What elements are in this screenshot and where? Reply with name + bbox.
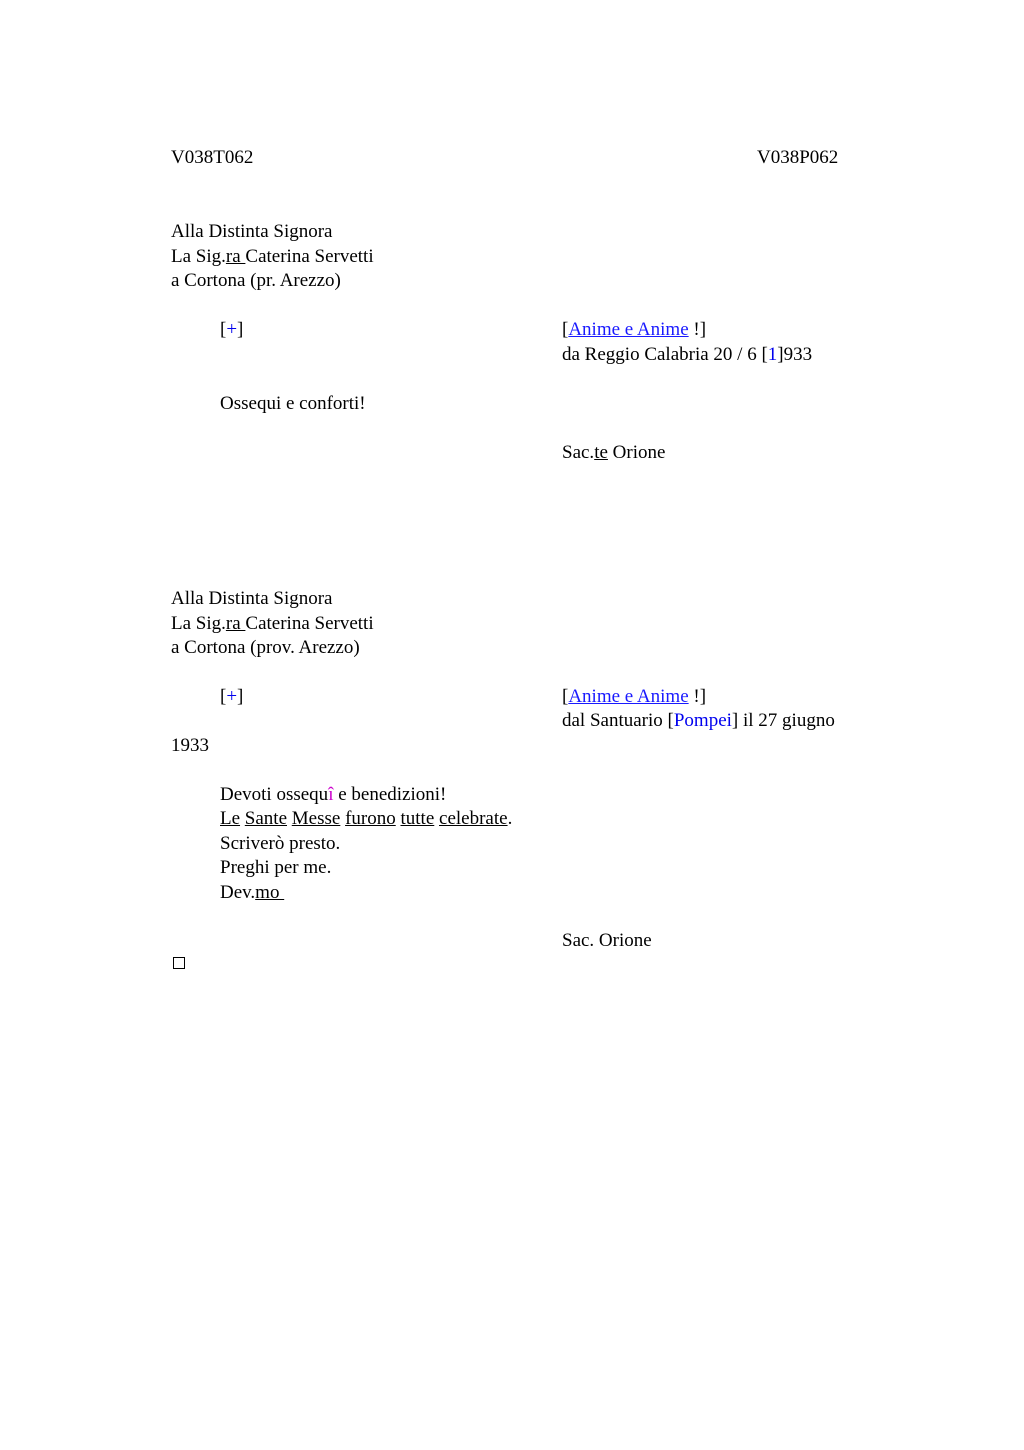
letter2-signature: Sac. Orione xyxy=(562,930,652,951)
letter2-address-line2: La Sig.ra Caterina Servetti xyxy=(171,613,374,634)
document-code-right: V038P062 xyxy=(757,147,839,168)
letter1-greeting: Ossequi e conforti! xyxy=(220,393,366,414)
letter1-place-date: da Reggio Calabria 20 / 6 [1]933 xyxy=(562,344,813,365)
letter2-motto-link[interactable]: Anime e Anime xyxy=(568,686,689,707)
letter1-motto: [Anime e Anime !] xyxy=(562,319,707,340)
letter2-address-line1: Alla Distinta Signora xyxy=(171,588,333,609)
letter2-body-line5: Dev.mo xyxy=(220,882,285,903)
end-marker-square-icon xyxy=(173,957,185,969)
document-code-left: V038T062 xyxy=(171,147,254,168)
letter1-address-line1: Alla Distinta Signora xyxy=(171,221,333,242)
letter1-address-line2: La Sig.ra Caterina Servetti xyxy=(171,246,374,267)
letter1-motto-link[interactable]: Anime e Anime xyxy=(568,319,689,340)
letter2-body-line1: Devoti ossequî e benedizioni! xyxy=(220,784,447,805)
letter2-address-line3: a Cortona (prov. Arezzo) xyxy=(171,637,360,658)
letter1-address-line3: a Cortona (pr. Arezzo) xyxy=(171,270,341,291)
letter2-year: 1933 xyxy=(171,735,209,756)
letter1-cross-mark: [+] xyxy=(220,319,244,340)
letter2-place-date: dal Santuario [Pompei] il 27 giugno xyxy=(562,710,835,731)
letter2-body-line3: Scriverò presto. xyxy=(220,833,341,854)
letter2-cross-mark: [+] xyxy=(220,686,244,707)
letter2-body-line2: Le Sante Messe furono tutte celebrate. xyxy=(220,808,513,829)
letter1-signature: Sac.te Orione xyxy=(562,442,666,463)
letter2-motto: [Anime e Anime !] xyxy=(562,686,707,707)
letter2-body-line4: Preghi per me. xyxy=(220,857,332,878)
